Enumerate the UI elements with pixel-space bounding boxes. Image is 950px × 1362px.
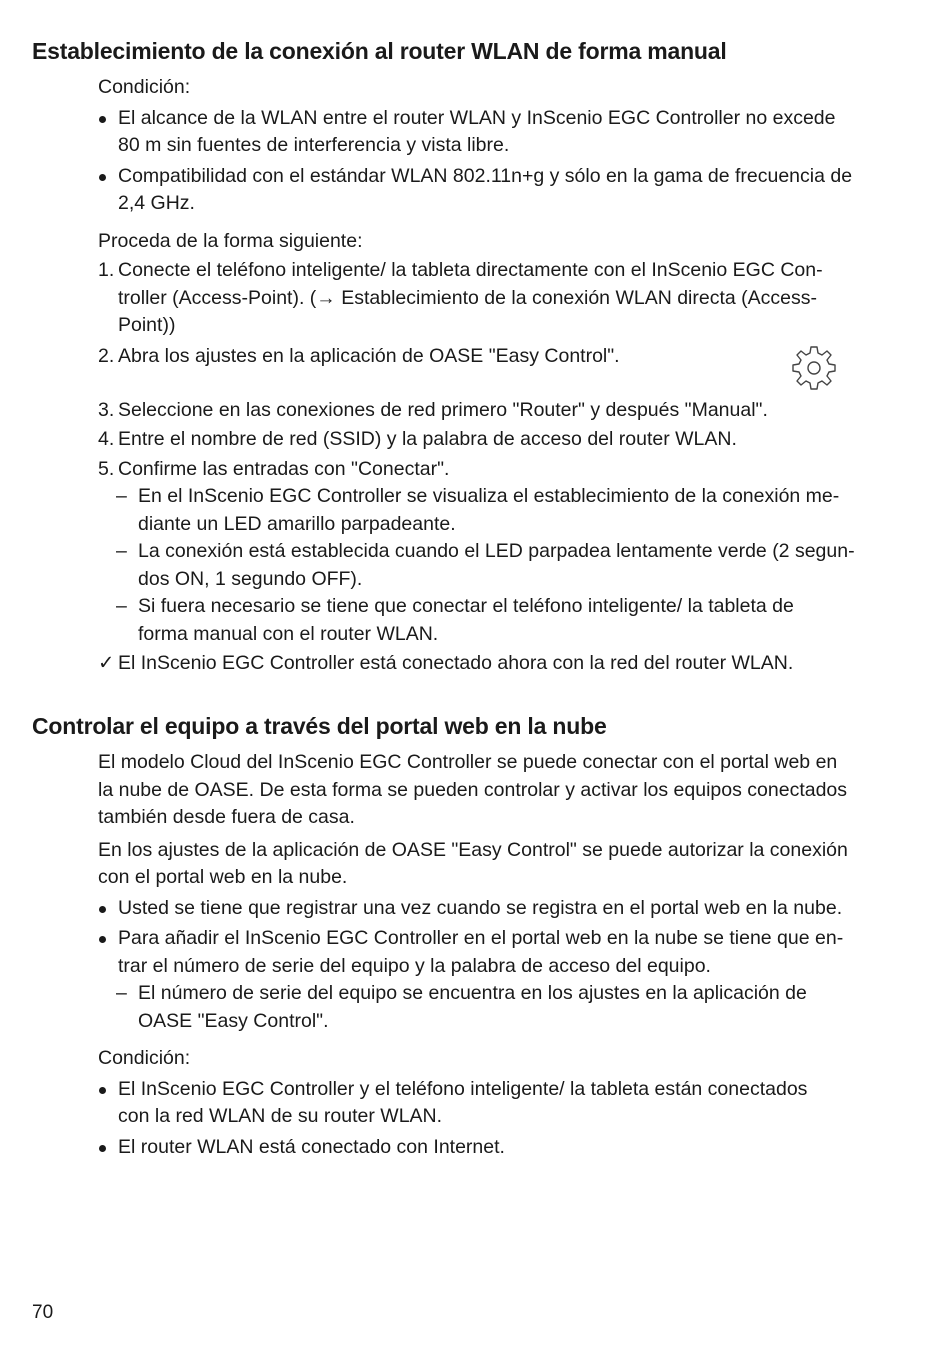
condition-item	[98, 1134, 888, 1162]
result-line: La conexión está establecida cuando el LED parpadea lentamente verde (2 segun-	[138, 540, 855, 562]
section-manual-router-body	[98, 74, 888, 678]
step-item	[98, 456, 888, 484]
step-number: 3.	[98, 398, 115, 421]
condition-line: con la red WLAN de su router WLAN.	[118, 1105, 443, 1127]
condition-item	[98, 163, 888, 218]
step-item	[98, 343, 888, 394]
step-number: 1.	[98, 259, 115, 281]
condition-line: El router WLAN está conectado con Internet.	[118, 1135, 505, 1158]
page-number: 70	[32, 1302, 54, 1323]
dash-marker: –	[116, 540, 127, 562]
step-number: 2.	[98, 344, 115, 367]
section-cloud-portal-body	[98, 749, 888, 1161]
result-line: dos ON, 1 segundo OFF).	[138, 567, 363, 590]
condition-line: El InScenio EGC Controller y el teléfono inteligente/ la tableta están conectados	[118, 1077, 808, 1100]
step-line: Conecte el teléfono inteligente/ la tableta directamente con el InScenio EGC Con-	[118, 259, 823, 281]
result-item	[98, 538, 888, 593]
result-line: Si fuera necesario se tiene que conectar el teléfono inteligente/ la tableta de	[138, 595, 794, 617]
condition-label: Condición:	[98, 1047, 191, 1069]
step-line: Point))	[118, 314, 176, 336]
dash-marker: –	[116, 982, 127, 1004]
paragraph-line: la nube de OASE. De esta forma se pueden controlar y activar los equipos conectados	[98, 778, 848, 801]
procedure-label: Proceda de la forma siguiente:	[98, 229, 363, 252]
condition-line: 80 m sin fuentes de interferencia y vista libre.	[118, 134, 510, 156]
step-item	[98, 426, 888, 454]
step-line: Abra los ajustes en la aplicación de OASE "Easy Control".	[118, 344, 620, 367]
bullet-icon	[99, 936, 106, 943]
dash-marker: –	[116, 485, 127, 507]
sub-line: El número de serie del equipo se encuentra en los ajustes en la aplicación de	[138, 982, 807, 1004]
final-result-text: El InScenio EGC Controller está conectado ahora con la red del router WLAN.	[118, 652, 794, 674]
sub-item	[98, 980, 888, 1035]
result-line: forma manual con el router WLAN.	[138, 622, 439, 645]
final-result	[98, 650, 888, 678]
condition-label: Condición:	[98, 76, 191, 98]
step-item	[98, 397, 888, 425]
bullet-icon	[99, 1087, 106, 1094]
bullet-icon	[99, 1145, 106, 1152]
step-line: Seleccione en las conexiones de red primero "Router" y después "Manual".	[118, 398, 768, 421]
bullet-icon	[99, 174, 106, 181]
paragraph-line: también desde fuera de casa.	[98, 806, 355, 828]
condition-item	[98, 105, 888, 160]
bullet-icon	[99, 906, 106, 913]
condition-line: El alcance de la WLAN entre el router WLAN y InScenio EGC Controller no excede	[118, 106, 836, 129]
sub-line: OASE "Easy Control".	[138, 1009, 329, 1032]
dash-marker: –	[116, 595, 127, 617]
condition-item	[98, 1076, 888, 1131]
bullet-icon	[99, 116, 106, 123]
step-line: troller (Access-Point). (→ Establecimiento de la conexión WLAN directa (Access-	[118, 286, 817, 309]
list-item	[98, 925, 888, 980]
result-item	[98, 593, 888, 648]
step-line: Confirme las entradas con "Conectar".	[118, 457, 450, 480]
checkmark-icon: ✓	[98, 652, 115, 674]
section-title-manual-router: Establecimiento de la conexión al router WLAN de forma manual	[32, 38, 727, 64]
list-line: Para añadir el InScenio EGC Controller en el portal web en la nube se tiene que en-	[118, 927, 844, 949]
result-line: En el InScenio EGC Controller se visualiza el establecimiento de la conexión me-	[138, 485, 840, 507]
list-item	[98, 895, 888, 923]
paragraph-line: En los ajustes de la aplicación de OASE "Easy Control" se puede autorizar la conexión	[98, 838, 848, 861]
condition-line: Compatibilidad con el estándar WLAN 802.11n+g y sólo en la gama de frecuencia de	[118, 164, 853, 187]
result-line: diante un LED amarillo parpadeante.	[138, 512, 456, 535]
step-item	[98, 257, 888, 340]
condition-line: 2,4 GHz.	[118, 192, 195, 214]
gear-icon	[790, 344, 838, 392]
list-line: trar el número de serie del equipo y la palabra de acceso del equipo.	[118, 954, 711, 977]
step-number: 5.	[98, 457, 115, 480]
paragraph-line: con el portal web en la nube.	[98, 866, 348, 888]
list-line: Usted se tiene que registrar una vez cuando se registra en el portal web en la nube.	[118, 896, 843, 919]
result-item	[98, 483, 888, 538]
section-title-cloud-portal: Controlar el equipo a través del portal web en la nube	[32, 713, 607, 739]
paragraph-line: El modelo Cloud del InScenio EGC Controller se puede conectar con el portal web en	[98, 751, 838, 773]
step-number: 4.	[98, 428, 115, 450]
step-line: Entre el nombre de red (SSID) y la palabra de acceso del router WLAN.	[118, 428, 737, 450]
